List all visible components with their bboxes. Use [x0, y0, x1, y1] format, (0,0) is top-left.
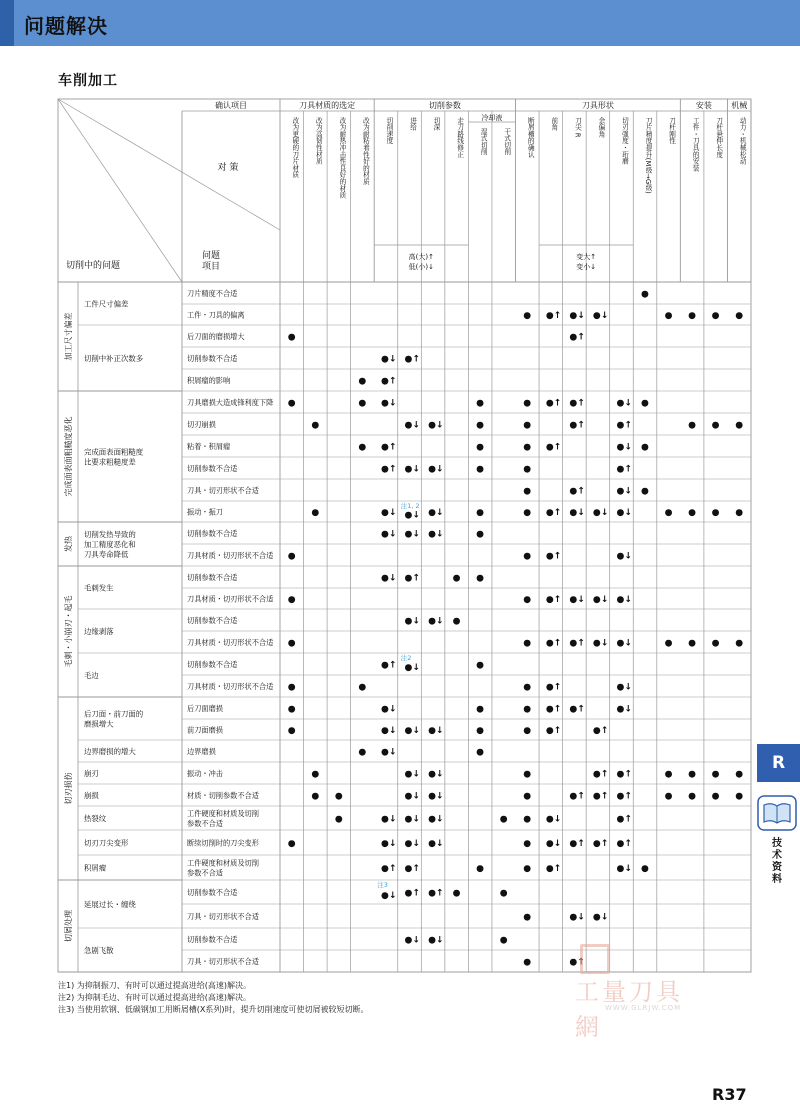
item-label: 后刀面磨损	[187, 704, 223, 713]
mark-cell: ●↓	[404, 510, 420, 521]
mark-cell: ●↓	[569, 311, 585, 321]
mark-cell: ●↑	[545, 638, 562, 649]
mark-cell: ●↑	[404, 354, 420, 365]
measure-label: 对 策	[217, 163, 239, 173]
mark-cell: ●	[358, 682, 367, 693]
mark-cell: ●↑	[545, 442, 562, 453]
mark-cell: ●↓	[404, 420, 420, 431]
mark-cell: ●	[711, 311, 720, 321]
mark-cell: ●↓	[380, 704, 397, 715]
mark-cell: ●	[664, 508, 673, 518]
column-header: 改为耐热冲击性良好的材质	[337, 117, 346, 199]
mark-cell: ●	[523, 814, 532, 825]
mark-cell: ●↑	[616, 769, 632, 780]
mark-cell: ●↓	[428, 726, 444, 736]
mark-cell: ●	[287, 398, 296, 409]
mark-cell: ●↑	[592, 769, 609, 780]
mark-cell: ●	[735, 769, 744, 780]
mark-cell: ●↓	[380, 839, 397, 849]
book-icon	[757, 795, 797, 831]
mark-cell: ●↑	[592, 839, 609, 849]
mark-cell: ●	[735, 508, 744, 518]
coolant-label: 冷却液	[481, 114, 503, 122]
mark-cell: ●↑	[545, 704, 562, 715]
mark-cell: ●	[499, 814, 508, 825]
item-label: 刀具材质・切刃形状不合适	[187, 638, 274, 647]
mark-cell: ●↓	[569, 595, 585, 605]
column-header: 切深	[432, 117, 441, 131]
mark-cell: ●	[476, 398, 485, 409]
problem-label: 毛边	[84, 671, 99, 680]
footnote-3: 注3) 当使用软钢、低碳钢加工用断屑槽(X系列)时，提升切削速度可使切屑被较短切断。	[58, 1005, 369, 1014]
mark-cell: ●	[641, 289, 649, 300]
mark-cell: ●↓	[592, 638, 609, 649]
mark-cell: ●	[311, 769, 320, 780]
mark-cell: ●	[735, 638, 744, 649]
mark-cell: ●↓	[380, 573, 397, 584]
column-header: 改为高韧性材质	[314, 117, 323, 165]
mark-cell: ●↑	[569, 420, 585, 431]
mark-cell: ●	[523, 595, 532, 605]
mark-cell: ●	[641, 442, 649, 453]
mark-cell: ●↓	[380, 398, 397, 409]
mark-cell: ●↓	[404, 769, 420, 780]
mark-cell: ●	[735, 420, 744, 431]
problem-label: 毛刺发生	[84, 583, 114, 593]
mark-cell: ●↓	[616, 682, 632, 693]
mark-cell: ●	[523, 704, 532, 715]
item-label: 刀具材质・切刃形状不合适	[187, 551, 274, 560]
item-label: 切削参数不合适	[187, 573, 238, 582]
mark-cell: ●↑	[569, 791, 585, 802]
column-header: 改为更硬的刀片材质	[290, 117, 299, 179]
mark-cell: ●↓	[428, 839, 444, 849]
mark-cell: ●↑	[569, 638, 585, 649]
mark-cell: ●	[523, 442, 532, 453]
category-label: 毛刺・小崩刃・起毛	[64, 595, 73, 668]
mark-cell: ●↑	[569, 486, 585, 497]
mark-cell: ●	[664, 769, 673, 780]
mark-cell: ●	[287, 638, 296, 649]
mark-cell: ●↓	[404, 529, 420, 540]
category-label: 加工尺寸偏差	[64, 312, 73, 361]
mark-cell: ●↑	[545, 726, 562, 736]
side-tab-r[interactable]: R	[757, 744, 800, 782]
problem-label: 切刃刀尖变形	[84, 838, 129, 848]
mark-cell: ●↓	[428, 814, 444, 825]
column-header: 刀杆悬伸长度	[714, 117, 723, 158]
mark-cell: ●	[523, 839, 532, 849]
mark-cell: ●	[688, 769, 696, 780]
mark-cell: ●↓	[592, 311, 609, 321]
mark-cell: ●	[523, 508, 532, 518]
side-tab-label: 技术资料	[772, 838, 782, 885]
item-label: 刀具材质・切刃形状不合适	[187, 594, 274, 604]
column-header: 切削速度	[384, 117, 393, 145]
mark-cell: ●	[711, 769, 720, 780]
item-label: 工件・刀具的偏离	[187, 310, 245, 320]
mark-cell: ●	[523, 726, 532, 736]
mark-cell: ●	[523, 398, 532, 409]
confirm-label: 确认项目	[215, 101, 247, 110]
mark-cell: ●	[476, 508, 485, 518]
mark-cell: ●↑	[404, 573, 420, 584]
footnote-2: 注2) 为抑制毛边、有时可以通过提高进给(高速)解决。	[58, 993, 251, 1002]
mark-cell: ●↑	[616, 839, 632, 849]
mark-cell: ●	[688, 791, 696, 802]
mark-cell: ●	[523, 769, 532, 780]
mark-cell: ●↓	[404, 663, 420, 673]
category-label: 切屑处理	[64, 910, 73, 942]
problem-item-label: 问题项目	[202, 251, 221, 272]
mark-cell: ●↓	[380, 508, 397, 518]
mark-cell: ●↓	[592, 595, 609, 605]
column-header: 断屑槽的确认	[526, 117, 535, 158]
mark-cell: ●↓	[616, 704, 632, 715]
mark-cell: ●↑	[380, 864, 397, 874]
mark-cell: ●↑	[545, 311, 562, 321]
group-header: 安装	[695, 101, 712, 110]
item-label: 刀具磨损大造成锋利度下降	[187, 398, 274, 407]
mark-cell: ●↑	[380, 660, 397, 671]
mark-cell: ●↓	[616, 595, 632, 605]
category-label: 切刃损伤	[64, 772, 73, 805]
mark-cell: ●	[287, 595, 296, 605]
mark-cell: ●	[476, 573, 485, 584]
diagonal-line-2	[58, 99, 280, 230]
mark-cell: ●	[523, 551, 532, 562]
group-header: 切削参数	[428, 101, 461, 110]
mark-cell: ●	[476, 420, 485, 431]
mark-cell: ●↓	[616, 442, 632, 453]
mark-cell: ●↓	[428, 935, 444, 946]
problem-label: 完成面表面粗糙度比要求粗糙度差	[84, 447, 144, 467]
mark-cell: ●	[358, 398, 367, 409]
mark-cell: ●	[523, 912, 532, 923]
column-header: 改为耐粘着性好的材质	[361, 117, 370, 185]
mark-cell: ●	[476, 864, 485, 874]
page-number: R37	[712, 1085, 747, 1104]
mark-cell: ●	[688, 508, 696, 518]
cell-note: 注3	[377, 881, 388, 889]
mark-cell: ●	[735, 311, 744, 321]
item-label: 刀片精度不合适	[187, 289, 238, 298]
mark-cell: ●	[476, 464, 485, 475]
problem-label: 工件尺寸偏差	[84, 299, 129, 309]
mark-cell: ●↓	[380, 726, 397, 736]
mark-cell: ●	[476, 529, 485, 540]
mark-cell: ●↑	[616, 814, 632, 825]
mark-cell: ●↑	[545, 864, 562, 874]
item-label: 切削参数不合适	[187, 464, 238, 473]
item-label: 材质・切削参数不合适	[187, 791, 259, 800]
watermark	[565, 944, 695, 1041]
mark-cell: ●↑	[404, 864, 420, 874]
mark-cell: ●	[476, 442, 485, 453]
mark-cell: ●	[452, 888, 461, 899]
problem-label: 崩损	[84, 791, 99, 800]
mark-cell: ●↑	[569, 957, 585, 968]
item-label: 切削参数不合适	[187, 354, 238, 363]
mark-cell: ●↓	[428, 508, 444, 518]
mark-cell: ●	[311, 791, 320, 802]
mark-cell: ●↑	[545, 595, 562, 605]
mark-cell: ●↓	[616, 398, 632, 409]
item-label: 刀具材质・切刃形状不合适	[187, 682, 274, 691]
mark-cell: ●↓	[616, 486, 632, 497]
column-header: 工件・刀具的安装	[691, 117, 700, 172]
item-label: 积屑瘤的影响	[187, 376, 231, 385]
problem-label: 积屑瘤	[84, 863, 107, 873]
mark-cell: ●	[641, 486, 649, 497]
item-label: 前刀面磨损	[187, 725, 223, 735]
column-header: 前角	[549, 117, 558, 131]
column-header: 切刃强度・珩磨	[620, 117, 629, 165]
mark-cell: ●	[711, 791, 720, 802]
mark-cell: ●	[311, 508, 320, 518]
mark-cell: ●	[523, 486, 532, 497]
problem-label: 边缘剥落	[84, 627, 114, 636]
mark-cell: ●	[523, 791, 532, 802]
mark-cell: ●↑	[545, 398, 562, 409]
mark-cell: ●	[735, 791, 744, 802]
mark-cell: ●	[688, 311, 696, 321]
mark-cell: ●	[664, 311, 673, 321]
watermark-logo-icon	[580, 944, 610, 974]
cell-note: 注1, 2	[400, 502, 420, 510]
page-title: 问题解决	[24, 14, 108, 38]
mark-cell: ●↓	[404, 616, 420, 627]
mark-cell: ●	[641, 398, 649, 409]
mark-cell: ●	[688, 420, 696, 431]
cell-note: 注2	[400, 654, 412, 662]
item-label: 工件硬度和材质及切削参数不合适	[187, 858, 259, 878]
mark-cell: ●	[476, 704, 485, 715]
item-label: 刀具・切刃形状不合适	[187, 912, 259, 921]
speed-legend: 高(大)↑低(小)↓	[408, 253, 434, 271]
mark-cell: ●↓	[545, 839, 562, 849]
mark-cell: ●	[523, 864, 532, 874]
item-label: 刀具・切刃形状不合适	[187, 486, 259, 495]
diagonal-line	[58, 99, 182, 282]
mark-cell: ●	[287, 682, 296, 693]
mark-cell: ●	[476, 660, 485, 671]
column-header: 刀杆刚性	[667, 117, 676, 145]
item-label: 切削参数不合适	[187, 529, 238, 538]
item-label: 切削参数不合适	[187, 616, 238, 625]
mark-cell: ●↑	[428, 888, 444, 899]
mark-cell: ●↑	[380, 442, 397, 453]
mark-cell: ●	[358, 442, 367, 453]
column-header: 动力・机械松动	[738, 117, 747, 165]
mark-cell: ●↓	[380, 747, 397, 758]
mark-cell: ●	[358, 376, 367, 387]
item-label: 切削参数不合适	[187, 935, 238, 944]
mark-cell: ●↓	[616, 864, 632, 874]
mark-cell: ●↓	[404, 839, 420, 849]
mark-cell: ●↑	[569, 839, 585, 849]
mark-cell: ●↓	[428, 529, 444, 540]
mark-cell: ●↓	[404, 726, 420, 736]
mark-cell: ●↑	[569, 704, 585, 715]
mark-cell: ●↓	[545, 814, 562, 825]
problem-label: 边界磨损的增大	[84, 747, 136, 756]
problem-label: 后刀面・前刀面的磨损增大	[84, 709, 144, 729]
item-label: 粘着・积屑瘤	[187, 442, 231, 451]
mark-cell: ●↓	[592, 508, 609, 518]
mark-cell: ●	[499, 935, 508, 946]
mark-cell: ●	[523, 957, 532, 968]
mark-cell: ●	[523, 638, 532, 649]
mark-cell: ●	[452, 573, 461, 584]
item-label: 刀具・切刃形状不合适	[187, 957, 259, 966]
mark-cell: ●↑	[592, 726, 609, 736]
mark-cell: ●↑	[545, 682, 562, 693]
column-header: 刀尖 R	[573, 117, 582, 138]
mark-cell: ●	[688, 638, 696, 649]
mark-cell: ●	[711, 638, 720, 649]
mark-cell: ●↓	[616, 551, 632, 562]
mark-cell: ●↓	[616, 508, 632, 518]
mark-cell: ●↓	[428, 769, 444, 780]
item-label: 工件硬度和材质及切削参数不合适	[187, 809, 259, 828]
mark-cell: ●↓	[380, 529, 397, 540]
mark-cell: ●↓	[569, 912, 585, 923]
mark-cell: ●	[664, 638, 673, 649]
mark-cell: ●↑	[404, 888, 420, 899]
problem-label: 急剧飞散	[84, 946, 114, 955]
section-title: 车削加工	[58, 73, 118, 89]
mark-cell: ●↑	[569, 332, 585, 343]
column-header: 进给	[408, 117, 417, 131]
mark-cell: ●	[287, 551, 296, 562]
watermark-name: 工量刀具網	[575, 978, 683, 1041]
mark-cell: ●	[358, 747, 367, 758]
column-header: 湿式切削	[479, 128, 488, 156]
mark-cell: ●↑	[569, 398, 585, 409]
mark-cell: ●	[523, 682, 532, 693]
shape-legend: 变大↑变小↓	[576, 253, 597, 271]
group-header: 刀具材质的选定	[299, 101, 356, 110]
mark-cell: ●	[664, 791, 673, 802]
problem-label: 延展过长・缠绕	[84, 900, 136, 909]
mark-cell: ●↓	[380, 891, 397, 901]
group-header: 刀具形状	[581, 101, 614, 110]
mark-cell: ●	[523, 464, 532, 475]
problem-label: 崩刃	[84, 769, 99, 778]
mark-cell: ●	[523, 420, 532, 431]
mark-cell: ●	[287, 726, 296, 736]
column-header: 刀片精度提升(M级→G级)	[644, 117, 653, 194]
mark-cell: ●	[287, 839, 296, 849]
mark-cell: ●	[287, 704, 296, 715]
mark-cell: ●↑	[616, 420, 632, 431]
mark-cell: ●↓	[380, 814, 397, 825]
mark-cell: ●	[523, 311, 532, 321]
problem-label: 切削发热导致的加工精度恶化和刀具寿命降低	[84, 530, 136, 559]
mark-cell: ●↓	[569, 508, 585, 518]
column-header: 余偏角	[596, 117, 605, 138]
mark-cell: ●	[476, 747, 485, 758]
category-label: 完成面表面粗糙度恶化	[64, 416, 73, 497]
mark-cell: ●↓	[404, 791, 420, 802]
mark-cell: ●↓	[380, 354, 397, 365]
mark-cell: ●	[641, 864, 649, 874]
mark-cell: ●↓	[592, 912, 609, 923]
column-header: 干式切削	[502, 128, 511, 156]
mark-cell: ●↑	[380, 376, 397, 387]
mark-cell: ●↓	[428, 464, 444, 475]
mark-cell: ●	[334, 791, 343, 802]
mark-cell: ●↓	[404, 814, 420, 825]
item-label: 切削参数不合适	[187, 888, 238, 897]
mark-cell: ●↓	[404, 464, 420, 475]
mark-cell: ●	[499, 888, 508, 899]
mark-cell: ●↑	[545, 551, 562, 562]
item-label: 边界磨损	[187, 747, 216, 756]
mark-cell: ●↑	[616, 464, 632, 475]
item-label: 断续切削时的刀尖变形	[187, 838, 259, 848]
item-label: 切削参数不合适	[187, 660, 238, 669]
mark-cell: ●↓	[428, 616, 444, 627]
problem-label: 切削中补正次数多	[84, 354, 144, 363]
item-label: 切刃崩损	[187, 420, 216, 429]
item-label: 振动・冲击	[187, 769, 223, 778]
item-label: 后刀面的磨损增大	[187, 332, 245, 341]
mark-cell: ●	[711, 508, 720, 518]
mark-cell: ●	[452, 616, 461, 627]
watermark-url: WWW.GLRJW.COM	[605, 1004, 682, 1012]
problem-label: 热裂纹	[84, 814, 107, 823]
footnote-1: 注1) 为抑制振刀、有时可以通过提高进给(高速)解决。	[58, 981, 251, 990]
mark-cell: ●↑	[380, 464, 397, 475]
mark-cell: ●↑	[592, 791, 609, 802]
issues-label: 切削中的问题	[66, 261, 121, 271]
column-header: 走刀路线修正	[455, 117, 464, 158]
mark-cell: ●	[711, 420, 720, 431]
mark-cell: ●	[334, 814, 343, 825]
category-label: 发热	[64, 536, 73, 552]
item-label: 振动・振刀	[187, 507, 223, 517]
mark-cell: ●	[476, 726, 485, 736]
mark-cell: ●↓	[616, 638, 632, 649]
mark-cell: ●↑	[616, 791, 632, 802]
mark-cell: ●↑	[545, 508, 562, 518]
mark-cell: ●↓	[404, 935, 420, 946]
group-header: 机械	[731, 101, 748, 110]
mark-cell: ●	[311, 420, 320, 431]
mark-cell: ●↓	[428, 791, 444, 802]
mark-cell: ●	[287, 332, 296, 343]
mark-cell: ●↓	[428, 420, 444, 431]
